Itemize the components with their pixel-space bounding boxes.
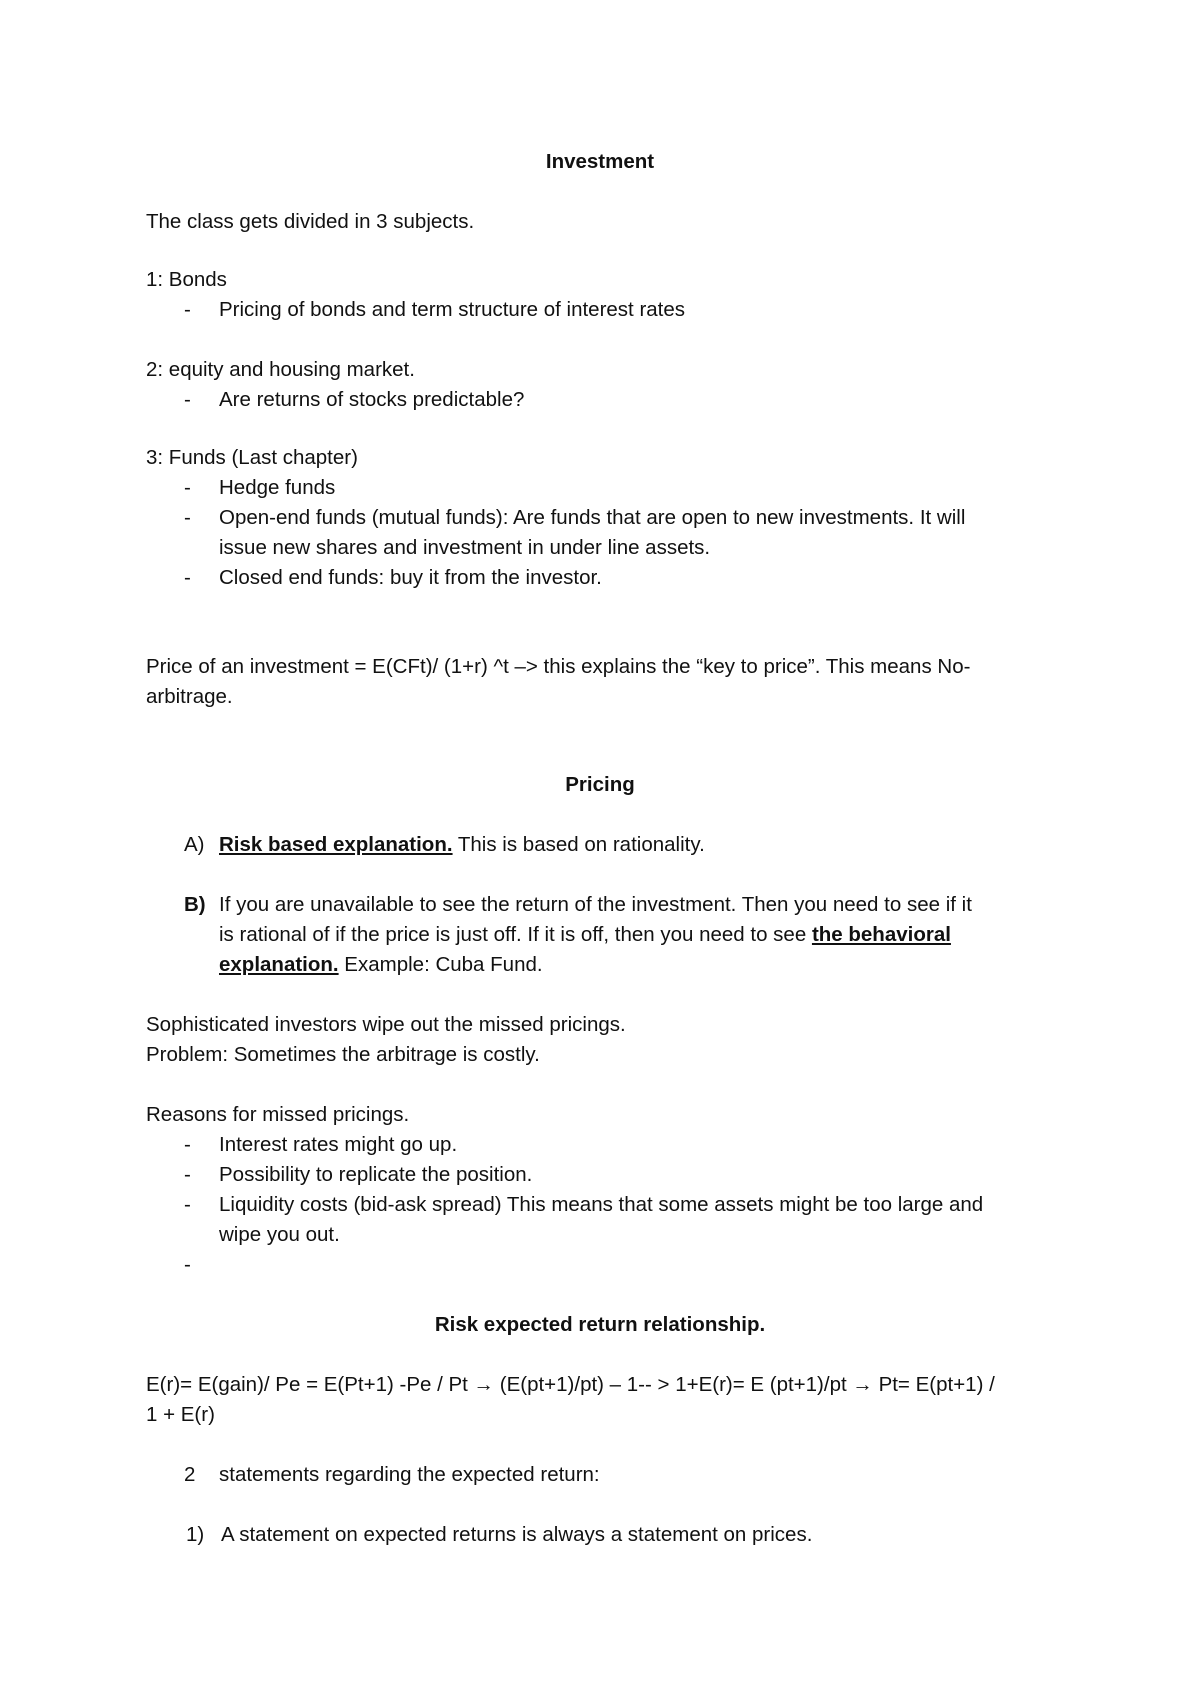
bullet-dash: - [184, 506, 191, 529]
item-b-line3 [219, 950, 543, 980]
statements-text: statements regarding the expected return: [219, 1463, 600, 1486]
problem-text: Problem: Sometimes the arbitrage is costly. [146, 1043, 540, 1066]
subject-2-bullet: Are returns of stocks predictable? [219, 388, 525, 411]
risk-formula-line2: 1 + E(r) [146, 1403, 215, 1426]
bullet-dash: - [184, 298, 191, 321]
item-a-rest: This is based on rationality. [452, 833, 705, 856]
bullet-dash: - [184, 1163, 191, 1186]
behavioral-explanation-part1: the behavioral [811, 923, 951, 946]
subject-1-heading: 1: Bonds [146, 268, 227, 291]
risk-heading: Risk expected return relationship. [434, 1313, 766, 1336]
bullet-dash: - [184, 1133, 191, 1156]
sophisticated-investors-text: Sophisticated investors wipe out the missed pricings. [146, 1013, 626, 1036]
subject-3-bullet-closed-end: Closed end funds: buy it from the investor. [219, 566, 602, 589]
pricing-heading: Pricing [565, 773, 635, 796]
item-b-line3-post: Example: Cuba Fund. [338, 953, 543, 976]
item-a-text [219, 830, 705, 860]
risk-formula-line1: E(r)= E(gain)/ Pe = E(Pt+1) -Pe / Pt → (E(pt+1)/pt) – 1-- > 1+E(r)= E (pt+1)/pt → Pt= E(pt+1) / [146, 1373, 995, 1396]
price-formula-line2: arbitrage. [146, 685, 233, 708]
reason-interest-rates: Interest rates might go up. [219, 1133, 458, 1156]
bullet-dash: - [184, 476, 191, 499]
behavioral-explanation-part2: explanation. [219, 953, 339, 976]
item-b-line1: If you are unavailable to see the return of the investment. Then you need to see if it [219, 893, 972, 916]
item-b-line2 [219, 920, 951, 950]
statements-number: 2 [184, 1463, 196, 1486]
subject-3-heading: 3: Funds (Last chapter) [146, 446, 358, 469]
item-b-line2-pre: is rational of if the price is just off. If it is off, then you need to see [219, 923, 812, 946]
statement-1-text: A statement on expected returns is always a statement on prices. [221, 1523, 813, 1546]
item-b-marker: B) [184, 893, 206, 916]
bullet-dash: - [184, 388, 191, 411]
bullet-dash: - [184, 1193, 191, 1216]
bullet-dash: - [184, 1253, 191, 1276]
subject-2-heading: 2: equity and housing market. [146, 358, 415, 381]
item-a-marker: A) [184, 833, 205, 856]
subject-3-bullet-open-end: Open-end funds (mutual funds): Are funds that are open to new investments. It will [219, 506, 966, 529]
reasons-heading: Reasons for missed pricings. [146, 1103, 410, 1126]
price-formula-line1: Price of an investment = E(CFt)/ (1+r) ^t –> this explains the “key to price”. This means No- [146, 655, 971, 678]
subject-3-bullet-hedge: Hedge funds [219, 476, 336, 499]
reason-liquidity-cont: wipe you out. [219, 1223, 340, 1246]
bullet-dash: - [184, 566, 191, 589]
statement-1-marker: 1) [186, 1523, 205, 1546]
risk-based-explanation: Risk based explanation. [219, 833, 453, 856]
subject-3-bullet-open-end-cont: issue new shares and investment in under line assets. [219, 536, 711, 559]
document-title: Investment [545, 150, 655, 173]
subject-1-bullet: Pricing of bonds and term structure of interest rates [219, 298, 686, 321]
intro-text: The class gets divided in 3 subjects. [146, 210, 475, 233]
reason-replicate: Possibility to replicate the position. [219, 1163, 533, 1186]
reason-liquidity: Liquidity costs (bid-ask spread) This means that some assets might be too large and [219, 1193, 984, 1216]
